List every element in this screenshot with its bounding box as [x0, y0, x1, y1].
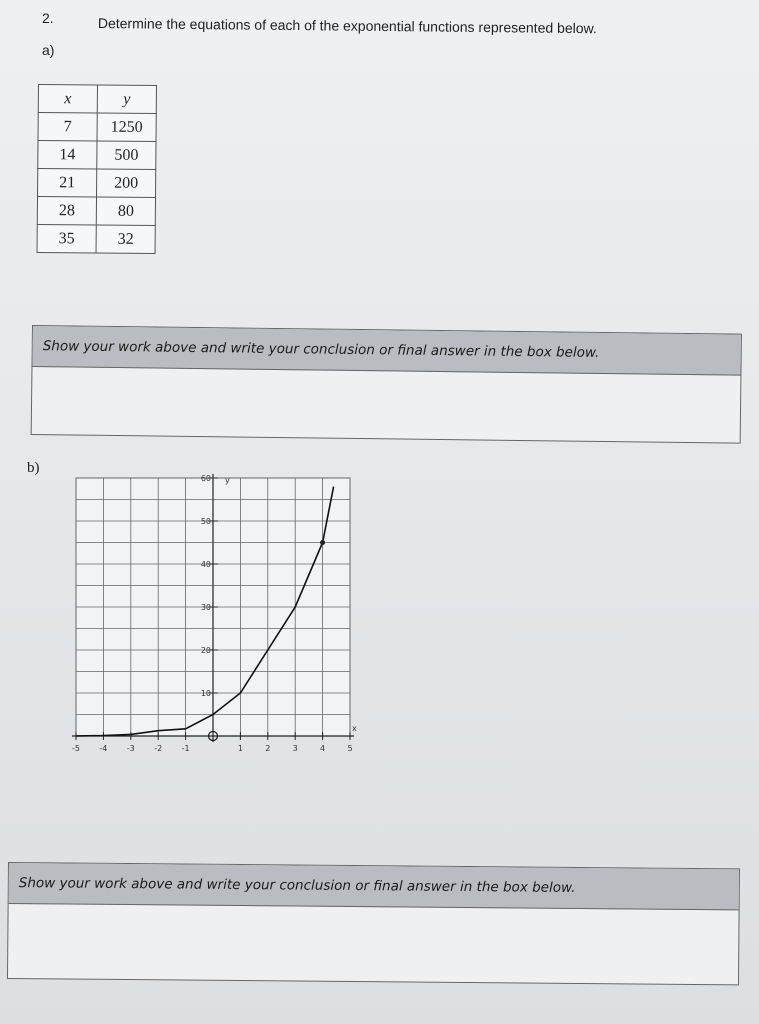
answer-box-b [7, 862, 740, 985]
x-tick-label: -5 [72, 744, 80, 753]
x-tick-label: 3 [292, 744, 298, 753]
answer-prompt-b: Show your work above and write your conclusion or final answer in the box below. [9, 863, 739, 910]
table-cell: 200 [97, 169, 156, 198]
x-tick-label: 1 [237, 744, 243, 753]
table-cell: 32 [96, 225, 155, 254]
x-tick-label: 4 [320, 744, 326, 753]
table-cell: 28 [37, 197, 96, 226]
question-instruction: Determine the equations of each of the exponential functions represented below. [97, 15, 597, 37]
table-row [37, 224, 155, 253]
table-cell: 1250 [97, 113, 156, 142]
y-tick-label: 50 [200, 517, 211, 526]
table-header-x: x [38, 85, 97, 114]
xy-table [37, 84, 157, 254]
y-tick-label: 10 [200, 689, 211, 698]
exponential-graph [62, 470, 362, 770]
y-tick-label: 40 [200, 560, 211, 569]
table-cell: 35 [37, 224, 96, 253]
x-tick-label: 5 [347, 744, 353, 753]
table-row [38, 141, 156, 170]
y-axis-label: y [225, 476, 230, 485]
question-number: 2. [42, 10, 54, 26]
table-cell: 14 [38, 141, 97, 170]
y-tick-label: 30 [200, 603, 211, 612]
part-a-label: a) [42, 42, 55, 58]
table-header-row [38, 85, 156, 114]
x-tick-label: -1 [181, 744, 190, 753]
answer-area-a[interactable] [32, 367, 741, 442]
curve-point [320, 540, 325, 545]
answer-box-a [31, 325, 742, 444]
x-axis-label: x [352, 724, 357, 733]
answer-prompt-a: Show your work above and write your conclusion or final answer in the box below. [32, 326, 740, 376]
table-cell: 21 [38, 169, 97, 198]
table-row [37, 197, 155, 226]
x-tick-label: 2 [265, 744, 271, 753]
x-tick-label: -3 [126, 744, 135, 753]
y-tick-label: 20 [200, 646, 211, 655]
table-cell: 500 [97, 141, 156, 170]
table-row [38, 113, 156, 142]
x-tick-label: -2 [154, 744, 163, 753]
table-cell: 7 [38, 113, 97, 142]
table-cell: 80 [96, 197, 155, 226]
table-header-y: y [97, 85, 156, 114]
y-tick-label: 60 [200, 474, 211, 483]
x-tick-label: -4 [99, 744, 108, 753]
part-b-label: b) [27, 460, 40, 476]
table-row [38, 169, 156, 198]
answer-area-b[interactable] [8, 904, 739, 983]
